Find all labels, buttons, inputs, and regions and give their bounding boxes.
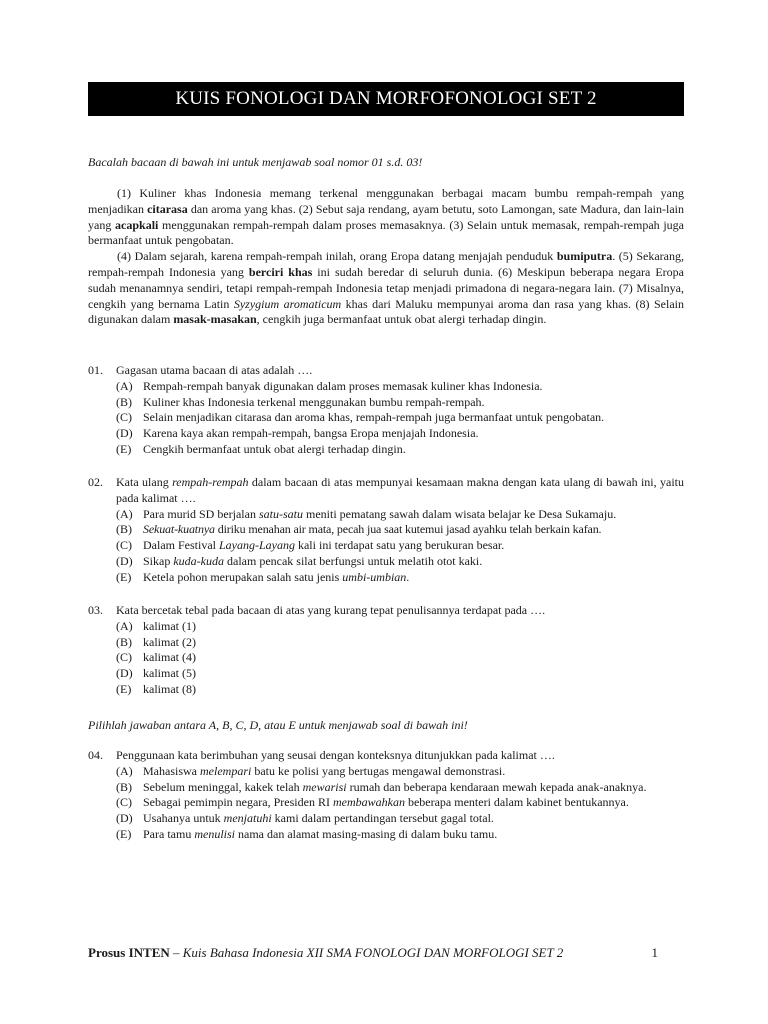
option-c[interactable] <box>116 538 684 554</box>
option-letter: (D) <box>116 553 133 568</box>
page-number: 1 <box>651 945 658 960</box>
italic-word: rempah-rempah <box>172 475 249 489</box>
option-text <box>143 780 684 796</box>
text-span: Ketela pohon merupakan salah satu jenis <box>143 569 343 584</box>
option-e[interactable] <box>116 442 684 458</box>
footer-brand: Prosus INTEN <box>88 945 170 960</box>
option-c[interactable] <box>116 410 684 426</box>
text-span: batu ke polisi yang bertugas mengawal demonstrasi. <box>251 763 506 778</box>
italic-word: umbi-umbian <box>342 569 407 584</box>
text-span: Para murid SD berjalan <box>143 506 259 521</box>
bold-word-citarasa: citarasa <box>147 201 188 216</box>
option-d[interactable] <box>116 666 684 682</box>
text-span: . (5) Sekarang, rempah-rempah Indonesia yang <box>88 249 684 279</box>
question-01 <box>88 363 684 458</box>
instruction-multiple-choice: Pilihlah jawaban antara A, B, C, D, atau E untuk menjawab soal di bawah ini! <box>88 718 468 732</box>
italic-word: membawahkan <box>332 795 405 810</box>
option-letter: (D) <box>116 811 133 826</box>
text-span: dalam pencak silat berfungsi untuk melatih otot kaki. <box>224 553 483 568</box>
option-text: Rempah-rempah banyak digunakan dalam proses memasak kuliner khas Indonesia. <box>143 378 543 393</box>
page-footer <box>88 945 684 961</box>
option-a[interactable] <box>116 507 684 523</box>
text-span: meniti pematang sawah dalam wisata belajar ke Desa Sukamaju. <box>302 506 617 521</box>
instruction-passage: Bacalah bacaan di bawah ini untuk menjawab soal nomor 01 s.d. 03! <box>88 155 423 169</box>
option-text: kalimat (5) <box>143 666 196 681</box>
option-b[interactable] <box>116 522 684 538</box>
page-title: KUIS FONOLOGI DAN MORFOFONOLOGI SET 2 <box>88 82 684 116</box>
option-d[interactable] <box>116 554 684 570</box>
question-stem <box>116 475 684 507</box>
text-span: Para tamu <box>143 826 195 841</box>
option-a[interactable] <box>116 619 684 635</box>
option-c[interactable] <box>116 795 684 811</box>
italic-latin-name: Syzygium aromaticum <box>233 296 342 311</box>
option-text: Selain menjadikan citarasa dan aroma khas, rempah-rempah juga bermanfaat untuk pengobatan. <box>143 410 605 425</box>
bold-word-acapkali: acapkali <box>115 217 159 232</box>
option-letter: (B) <box>116 394 132 409</box>
option-text <box>143 570 684 586</box>
option-text <box>143 795 684 811</box>
option-text <box>143 538 684 554</box>
question-number: 04. <box>88 748 103 762</box>
option-e[interactable] <box>116 682 684 698</box>
option-a[interactable] <box>116 379 684 395</box>
option-text <box>143 507 684 523</box>
reading-passage <box>88 186 684 328</box>
text-span: (4) Dalam sejarah, karena rempah-rempah inilah, orang Eropa datang menjajah penduduk <box>117 249 557 264</box>
text-span: Sikap <box>143 553 174 568</box>
option-letter: (A) <box>116 618 133 633</box>
question-number: 02. <box>88 475 103 489</box>
text-span: rumah dan beberapa kendaraan mewah kepada anak-anaknya. <box>346 779 647 794</box>
option-text: Karena kaya akan rempah-rempah, bangsa Eropa menjajah Indonesia. <box>143 426 479 441</box>
option-e[interactable] <box>116 827 684 843</box>
text-span: . <box>406 569 410 584</box>
italic-word: Layang-Layang <box>218 538 295 553</box>
text-span: dan aroma yang khas. (2) Sebut saja rendang, ayam betutu, soto Lamongan, sate Madura, dan lain-lain yang <box>88 201 684 232</box>
italic-word: kuda-kuda <box>173 553 224 568</box>
option-text: kalimat (1) <box>143 618 196 633</box>
option-letter: (E) <box>116 441 132 456</box>
option-text <box>143 522 684 538</box>
question-02 <box>88 475 684 586</box>
option-d[interactable] <box>116 811 684 827</box>
option-text: Kuliner khas Indonesia terkenal menggunakan bumbu rempah-rempah. <box>143 394 485 409</box>
footer-course-title: Kuis Bahasa Indonesia XII SMA FONOLOGI DAN MORFOLOGI SET 2 <box>182 945 564 960</box>
option-letter: (C) <box>116 410 132 425</box>
option-text <box>143 827 684 843</box>
option-text <box>143 554 684 570</box>
italic-word: mewarisi <box>302 779 347 794</box>
option-letter: (C) <box>116 650 132 665</box>
question-03 <box>88 603 684 698</box>
italic-word: menulisi <box>194 826 235 841</box>
italic-word: melempari <box>200 763 252 778</box>
italic-word: satu-satu <box>258 506 303 521</box>
question-stem: Penggunaan kata berimbuhan yang seusai dengan konteksnya ditunjukkan pada kalimat …. <box>116 748 555 762</box>
option-text <box>143 764 684 780</box>
footer-dash: – <box>169 945 183 960</box>
option-letter: (A) <box>116 763 133 778</box>
option-letter: (C) <box>116 795 132 810</box>
bold-word-bumiputra: bumiputra <box>556 249 613 264</box>
option-b[interactable] <box>116 780 684 796</box>
text-span: diriku menahan air mata, pecah jua saat kutemui jasad ayahku telah berkain kafan. <box>214 522 602 537</box>
option-letter: (D) <box>116 426 133 441</box>
question-number: 03. <box>88 603 103 617</box>
option-text: kalimat (8) <box>143 681 196 696</box>
text-span: Usahanya untuk <box>143 811 224 826</box>
text-span: , cengkih juga bermanfaat untuk obat alergi terhadap dingin. <box>256 312 547 327</box>
bold-word-masak-masakan: masak-masakan <box>173 312 257 327</box>
text-span: ini sudah beredar di seluruh dunia. (6) Meskipun beberapa negara Eropa sudah menanamnya sendiri, tetapi rempah-rempah Indonesia tetap menjadi primadona di negara-negara lain. (7) Misalnya, cengkih yang bernama Latin <box>88 264 684 311</box>
question-stem: Gagasan utama bacaan di atas adalah …. <box>116 363 313 377</box>
option-letter: (A) <box>116 378 133 393</box>
option-a[interactable] <box>116 764 684 780</box>
option-letter: (C) <box>116 538 132 553</box>
text-span: kali ini terdapat satu yang berukuran besar. <box>294 538 505 553</box>
option-letter: (E) <box>116 569 132 584</box>
text-span: menggunakan rempah-rempah dalam proses memasaknya. (3) Selain untuk memasak, rempah-rempah juga bermanfaat untuk pengobatan. <box>88 217 685 248</box>
option-letter: (E) <box>116 681 132 696</box>
italic-word: Sekuat-kuatnya <box>143 522 215 537</box>
paragraph-2 <box>88 249 684 328</box>
text-span: khas dari Maluku mempunyai aroma dan rasa yang khas. (8) Selain digunakan dalam <box>88 296 684 327</box>
text-span: Mahasiswa <box>143 763 200 778</box>
text-span: kami dalam pertandingan tersebut gagal total. <box>271 811 494 826</box>
text-span: Kata ulang <box>116 475 173 489</box>
text-span: Sebelum meninggal, kakek telah <box>143 779 303 794</box>
option-b[interactable] <box>116 395 684 411</box>
option-text: Cengkih bermanfaat untuk obat alergi terhadap dingin. <box>143 441 406 456</box>
paragraph-1 <box>88 186 684 249</box>
option-letter: (A) <box>116 506 133 521</box>
option-d[interactable] <box>116 426 684 442</box>
text-span: Dalam Festival <box>143 538 219 553</box>
option-letter: (E) <box>116 826 132 841</box>
text-span: beberapa menteri dalam kabinet bentukannya. <box>404 795 629 810</box>
option-b[interactable] <box>116 635 684 651</box>
text-span: (1) Kuliner khas Indonesia memang terkenal menggunakan berbagai macam bumbu rempah-rempah yang menjadikan <box>88 186 684 216</box>
option-letter: (B) <box>116 522 132 537</box>
question-04 <box>88 748 684 843</box>
text-span: dalam bacaan di atas mempunyai kesamaan makna dengan kata ulang di bawah ini, yaitu pada kalimat …. <box>116 475 684 505</box>
question-number: 01. <box>88 363 103 377</box>
option-letter: (B) <box>116 779 132 794</box>
option-letter: (D) <box>116 666 133 681</box>
text-span: nama dan alamat masing-masing di dalam buku tamu. <box>235 826 498 841</box>
option-letter: (B) <box>116 634 132 649</box>
option-c[interactable] <box>116 650 684 666</box>
bold-word-berciri-khas: berciri khas <box>248 264 313 279</box>
italic-word: menjatuhi <box>223 811 272 826</box>
option-e[interactable] <box>116 570 684 586</box>
option-text: kalimat (2) <box>143 634 196 649</box>
option-text <box>143 811 684 827</box>
question-stem: Kata bercetak tebal pada bacaan di atas yang kurang tepat penulisannya terdapat pada …. <box>116 603 546 617</box>
text-span: Sebagai pemimpin negara, Presiden RI <box>143 795 333 810</box>
option-text: kalimat (4) <box>143 650 196 665</box>
